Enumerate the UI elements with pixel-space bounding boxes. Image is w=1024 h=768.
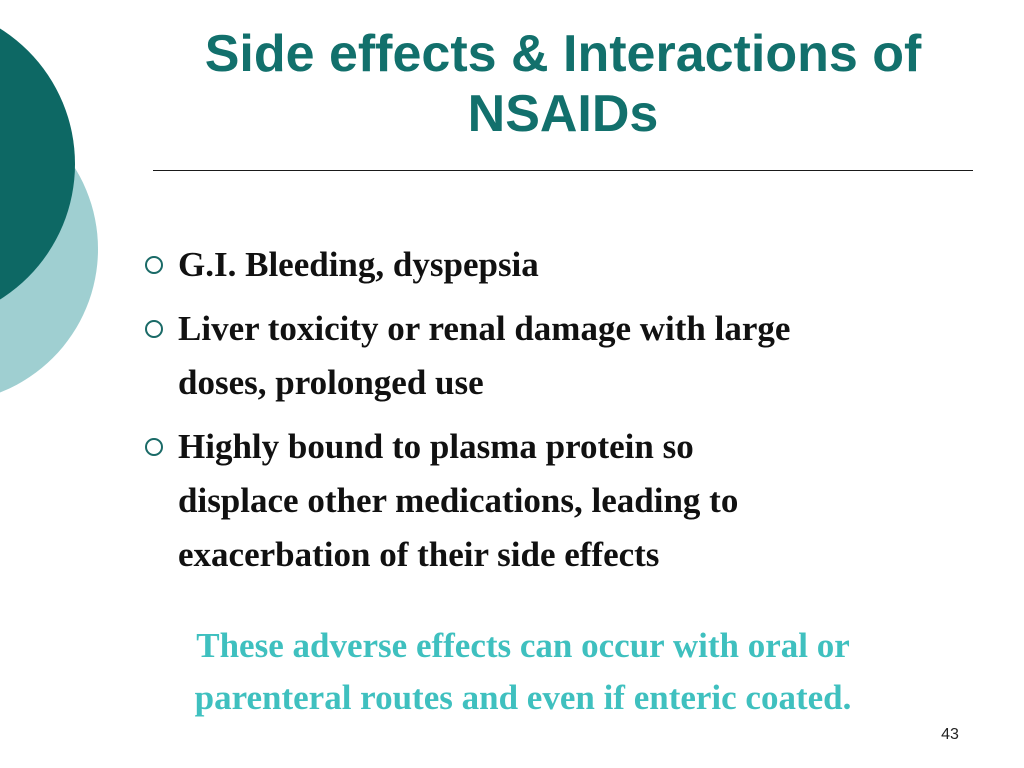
- bullet-list: [136, 238, 986, 592]
- bullet-text-line: Highly bound to plasma protein so: [178, 427, 694, 466]
- bullet-circle-icon: [145, 320, 163, 338]
- note-line-1: These adverse effects can occur with oral or: [196, 626, 850, 665]
- slide-title-line-1: Side effects & Interactions of: [204, 25, 922, 83]
- bullet-item-gi-bleeding: [136, 238, 986, 292]
- page-number: 43: [941, 726, 959, 743]
- bullet-circle-icon: [145, 438, 163, 456]
- bullet-text-line: exacerbation of their side effects: [178, 535, 660, 574]
- slide-title: [150, 24, 976, 144]
- adverse-effects-note: [112, 620, 934, 724]
- note-line-2: parenteral routes and even if enteric coated.: [194, 678, 852, 717]
- bullet-text-line: Liver toxicity or renal damage with large: [178, 309, 791, 348]
- bullet-circle-icon: [145, 256, 163, 274]
- bullet-text-line: displace other medications, leading to: [178, 481, 739, 520]
- title-divider: [153, 170, 973, 171]
- bullet-text-line: G.I. Bleeding, dyspepsia: [178, 245, 539, 284]
- bullet-item-liver-toxicity: [136, 302, 986, 410]
- slide-title-line-2: NSAIDs: [467, 85, 659, 143]
- bullet-item-protein-binding: [136, 420, 986, 582]
- bullet-text-line: doses, prolonged use: [178, 363, 484, 402]
